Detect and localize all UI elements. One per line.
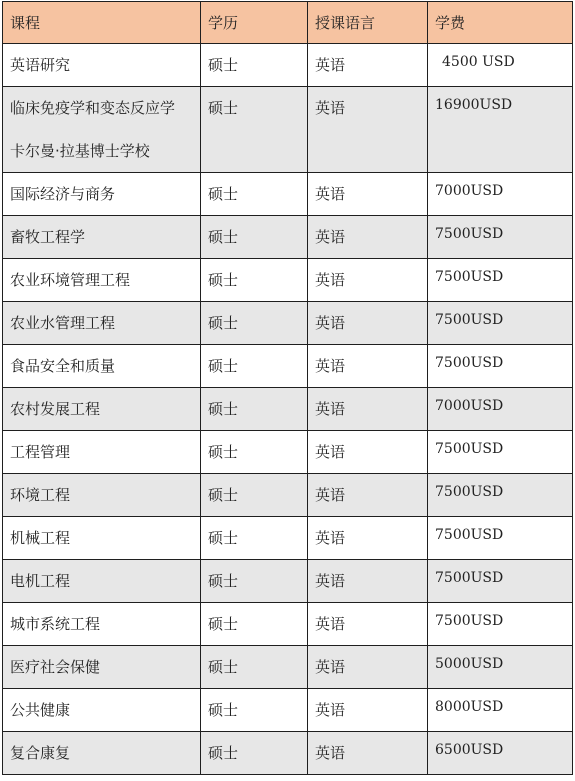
course-cell [3,560,201,603]
degree-cell: 硕士 [201,216,308,259]
language-cell: 英语 [308,44,428,87]
fee-cell: 7500USD [428,302,573,345]
course-cell [3,345,201,388]
language-cell: 英语 [308,302,428,345]
table-row [3,431,573,474]
language-cell: 英语 [308,173,428,216]
course-name: 英语研究 [10,56,71,74]
degree-cell: 硕士 [201,689,308,732]
language-cell: 英语 [308,517,428,560]
language-cell: 英语 [308,603,428,646]
language-cell: 英语 [308,345,428,388]
header-fee: 学费 [428,2,573,44]
course-cell [3,689,201,732]
fee-cell: 8000USD [428,689,573,732]
fee-cell: 7500USD [428,474,573,517]
table-row [3,732,573,775]
language-cell: 英语 [308,560,428,603]
table-row [3,474,573,517]
course-name: 畜牧工程学 [10,228,86,246]
table-row [3,87,573,173]
fee-cell: 6500USD [428,732,573,775]
table-row [3,345,573,388]
course-cell [3,302,201,345]
degree-cell: 硕士 [201,560,308,603]
table-row [3,560,573,603]
course-name: 临床免疫学和变态反应学 [10,99,176,117]
table-row [3,603,573,646]
language-cell: 英语 [308,259,428,302]
course-cell [3,646,201,689]
course-name: 机械工程 [10,529,71,547]
degree-cell: 硕士 [201,603,308,646]
course-name: 农业水管理工程 [10,314,116,332]
degree-cell: 硕士 [201,345,308,388]
course-cell [3,87,201,173]
fee-cell: 5000USD [428,646,573,689]
course-name: 公共健康 [10,701,71,719]
header-course: 课程 [3,2,201,44]
fee-cell: 7000USD [428,388,573,431]
fee-cell: 16900USD [428,87,573,173]
course-name: 食品安全和质量 [10,357,116,375]
course-cell [3,732,201,775]
table-row [3,259,573,302]
table-row [3,44,573,87]
degree-cell: 硕士 [201,474,308,517]
fee-cell: 7500USD [428,431,573,474]
header-language: 授课语言 [308,2,428,44]
course-cell [3,431,201,474]
table-row [3,388,573,431]
table-row [3,173,573,216]
language-cell: 英语 [308,87,428,173]
degree-cell: 硕士 [201,259,308,302]
fee-cell: 7000USD [428,173,573,216]
table-row [3,302,573,345]
table-row [3,517,573,560]
fee-cell: 7500USD [428,603,573,646]
fee-cell: 7500USD [428,517,573,560]
degree-cell: 硕士 [201,173,308,216]
course-name: 环境工程 [10,486,71,504]
course-cell [3,517,201,560]
degree-cell: 硕士 [201,732,308,775]
course-name: 电机工程 [10,572,71,590]
degree-cell: 硕士 [201,87,308,173]
fee-cell: 4500 USD [428,44,573,87]
language-cell: 英语 [308,689,428,732]
degree-cell: 硕士 [201,44,308,87]
table-row [3,646,573,689]
degree-cell: 硕士 [201,517,308,560]
header-degree: 学历 [201,2,308,44]
table-row [3,216,573,259]
course-cell [3,44,201,87]
course-name: 国际经济与商务 [10,185,116,203]
degree-cell: 硕士 [201,431,308,474]
degree-cell: 硕士 [201,646,308,689]
course-name: 农业环境管理工程 [10,271,131,289]
fee-cell: 7500USD [428,259,573,302]
course-name: 城市系统工程 [10,615,101,633]
language-cell: 英语 [308,388,428,431]
language-cell: 英语 [308,431,428,474]
language-cell: 英语 [308,216,428,259]
course-cell [3,474,201,517]
course-name-line2: 卡尔曼·拉基博士学校 [10,142,150,160]
course-cell [3,388,201,431]
course-cell [3,259,201,302]
fee-cell: 7500USD [428,560,573,603]
table-header-row [3,2,573,44]
degree-cell: 硕士 [201,302,308,345]
degree-cell: 硕士 [201,388,308,431]
course-name: 工程管理 [10,443,71,461]
fee-cell: 7500USD [428,216,573,259]
fee-cell: 7500USD [428,345,573,388]
table-body [3,44,573,775]
course-cell [3,216,201,259]
language-cell: 英语 [308,646,428,689]
program-table [2,1,573,775]
course-name: 复合康复 [10,744,71,762]
language-cell: 英语 [308,474,428,517]
course-cell [3,173,201,216]
course-cell [3,603,201,646]
table-row [3,689,573,732]
course-name: 农村发展工程 [10,400,101,418]
language-cell: 英语 [308,732,428,775]
course-name: 医疗社会保健 [10,658,101,676]
